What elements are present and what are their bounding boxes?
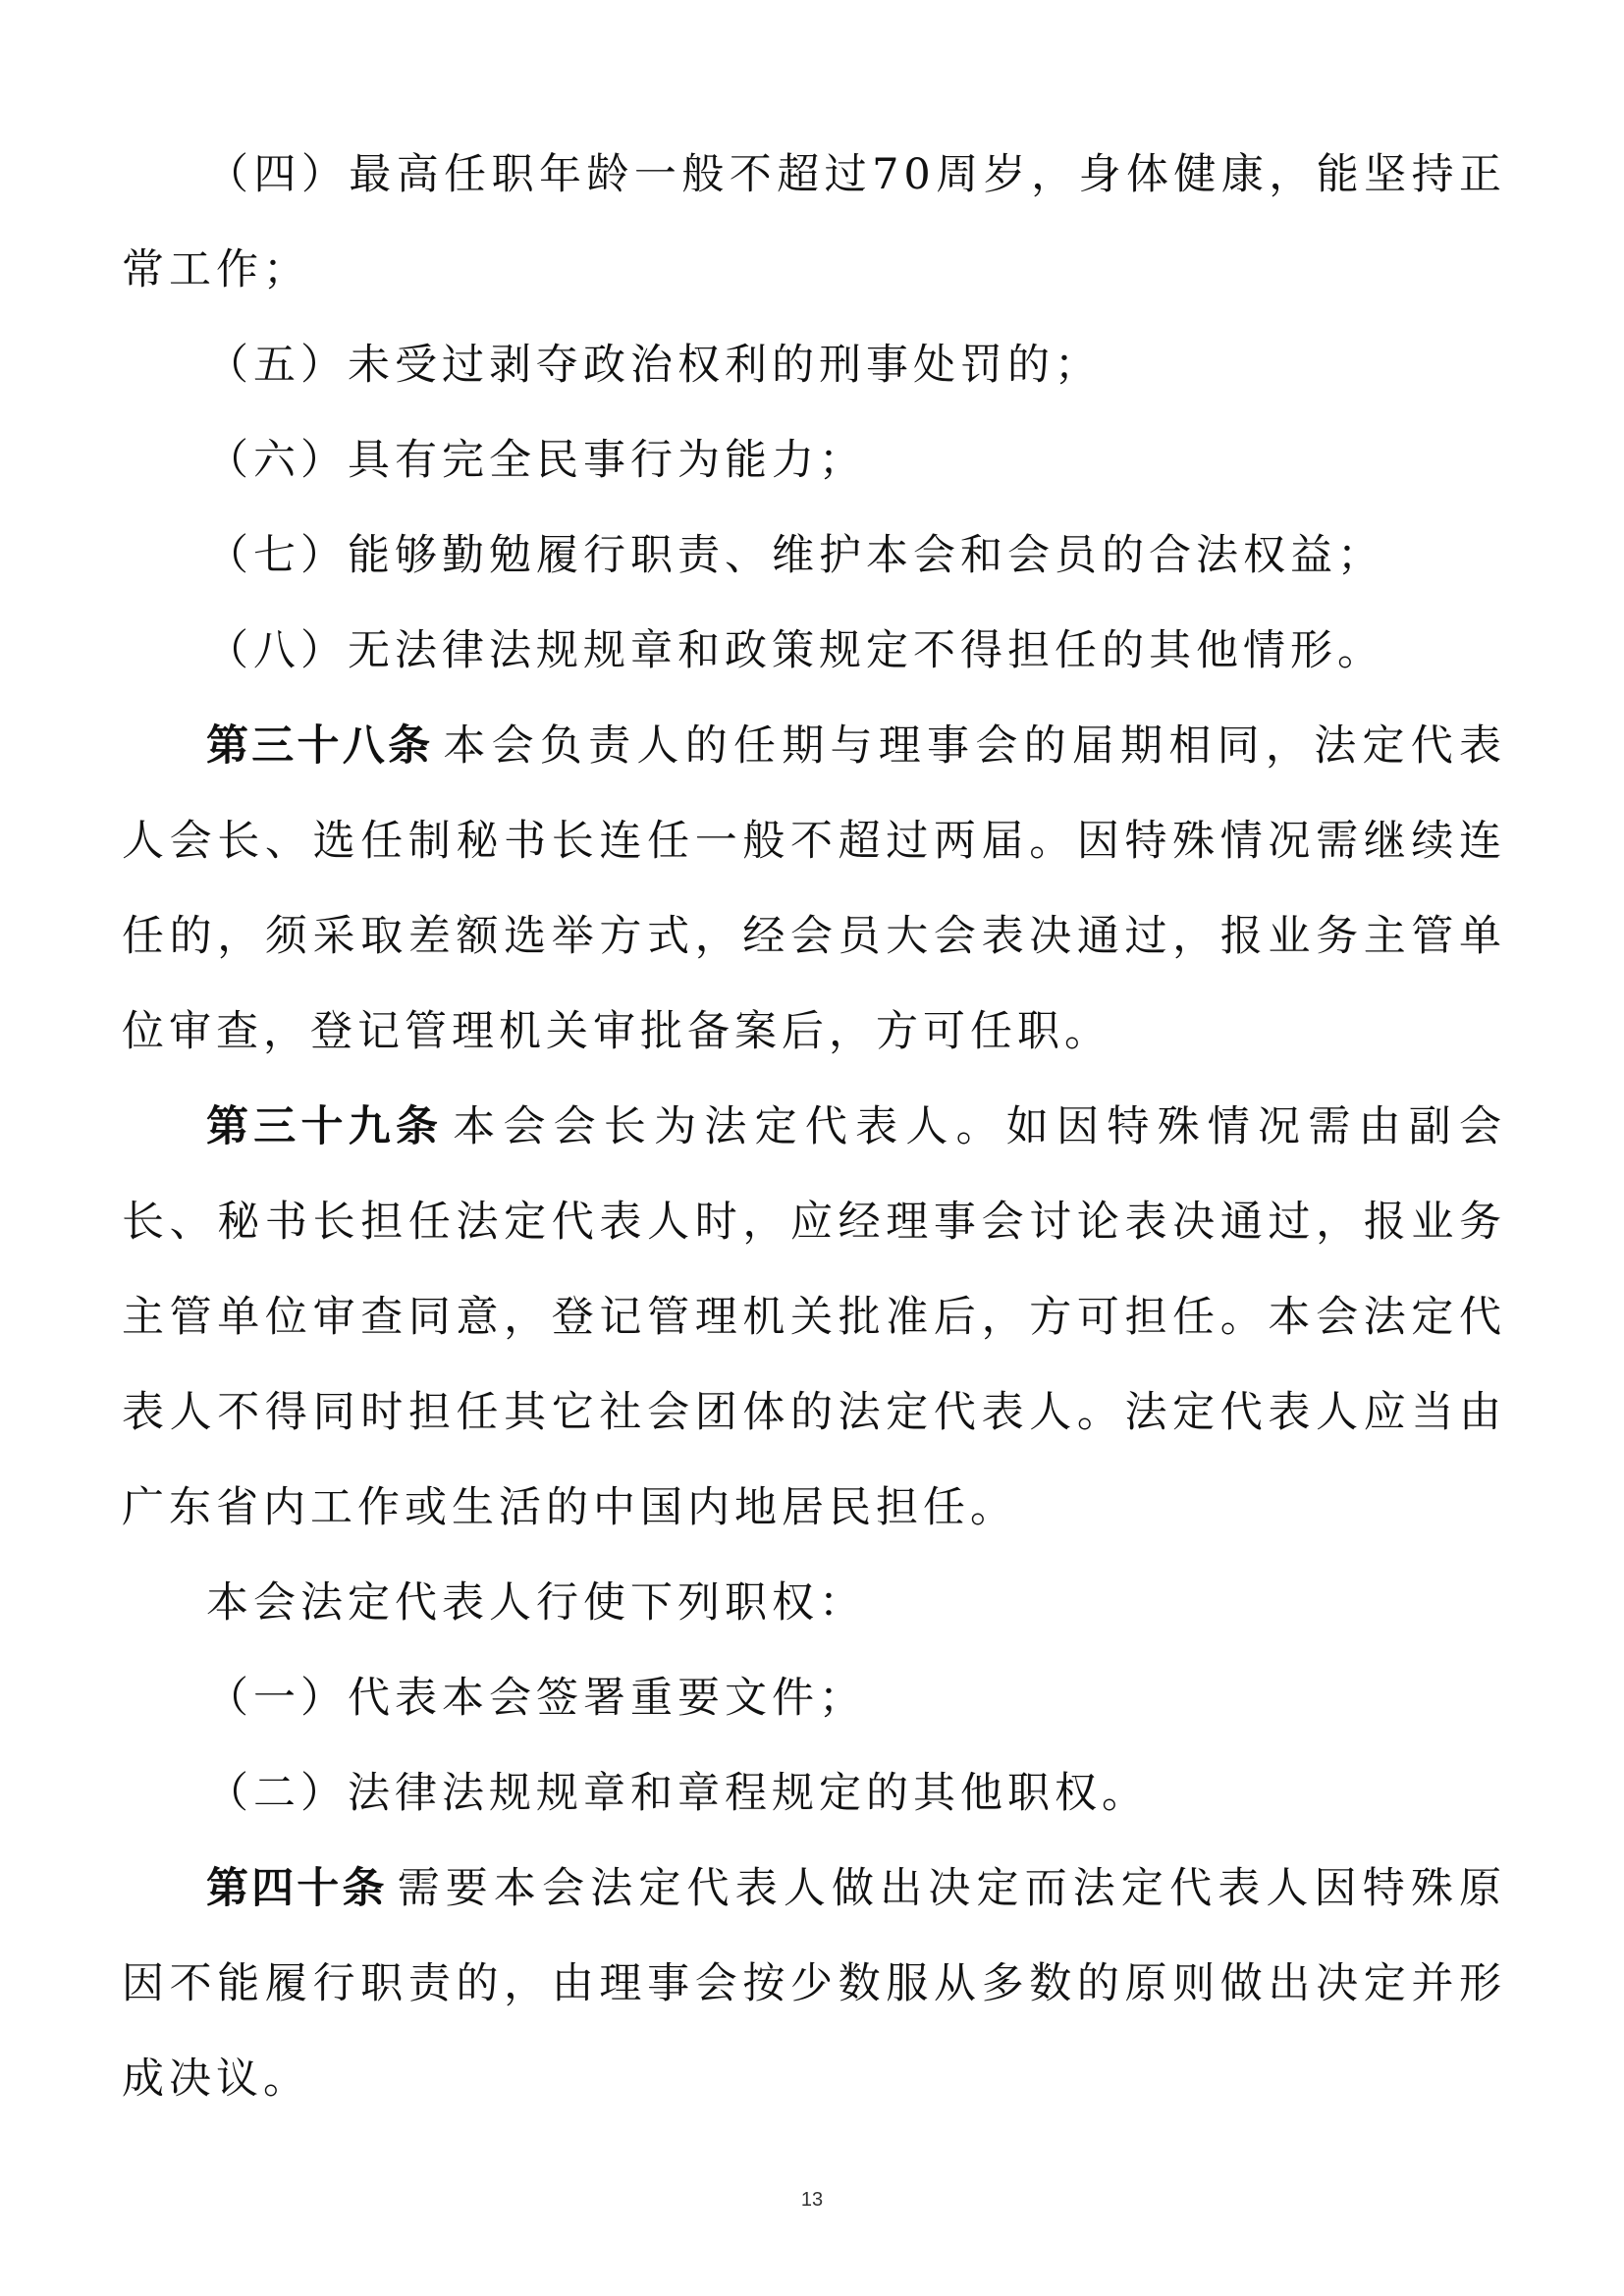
article-40	[122, 1842, 1506, 2127]
article-38	[122, 699, 1506, 1080]
article-38-text: 本会负责人的任期与理事会的届期相同，法定代表人会长、选任制秘书长连任一般不超过两届。因特殊情况需继续连任的，须采取差额选举方式，经会员大会表决通过，报业务主管单位审查，登记管理机关审批备案后，方可任职。	[122, 721, 1507, 1056]
article-39-text: 本会会长为法定代表人。如因特殊情况需由副会长、秘书长担任法定代表人时，应经理事会讨论表决通过，报业务主管单位审查同意，登记管理机关批准后，方可担任。本会法定代表人不得同时担任其它社会团体的法定代表人。法定代表人应当由广东省内工作或生活的中国内地居民担任。	[122, 1102, 1507, 1532]
article-38-label: 第三十八条	[206, 721, 434, 771]
document-page	[122, 128, 1506, 2127]
item-5: （五）未受过剥夺政治权利的刑事处罚的；	[206, 341, 1102, 390]
article-39-powers-intro: 本会法定代表人行使下列职权：	[206, 1578, 866, 1628]
article-39	[122, 1080, 1506, 1556]
item-6: （六）具有完全民事行为能力；	[206, 436, 866, 485]
article-40-label: 第四十条	[206, 1864, 388, 1913]
article-39-power-2: （二）法律法规规章和章程规定的其他职权。	[206, 1769, 1149, 1818]
item-8: （八）无法律法规规章和政策规定不得担任的其他情形。	[206, 626, 1384, 675]
item-7: （七）能够勤勉履行职责、维护本会和会员的合法权益；	[206, 531, 1384, 580]
page-number: 13	[800, 2189, 824, 2211]
article-39-label: 第三十九条	[206, 1102, 444, 1151]
article-39-power-1: （一）代表本会签署重要文件；	[206, 1674, 866, 1723]
item-4: （四）最高任职年龄一般不超过70周岁，身体健康，能坚持正常工作；	[122, 150, 1506, 294]
article-40-text: 需要本会法定代表人做出决定而法定代表人因特殊原因不能履行职责的，由理事会按少数服从多数的原则做出决定并形成决议。	[122, 1864, 1507, 2104]
